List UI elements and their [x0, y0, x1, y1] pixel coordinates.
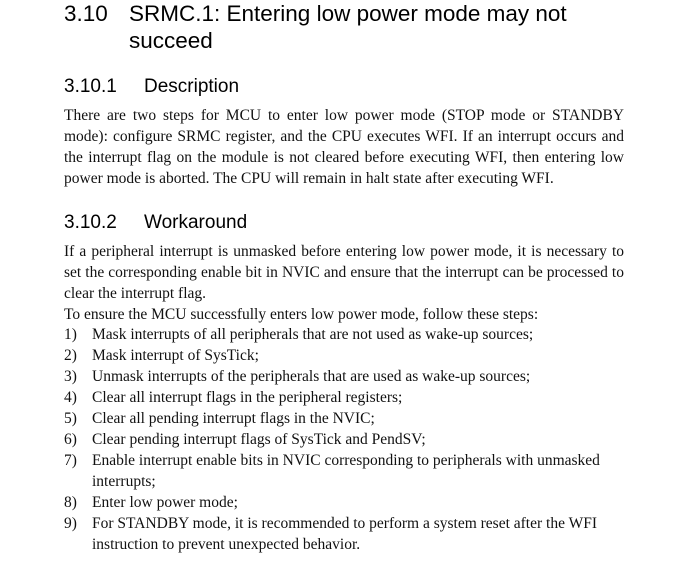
step-text: Clear pending interrupt flags of SysTick and PendSV; [92, 431, 426, 448]
step-text: Unmask interrupts of the peripherals that are used as wake-up sources; [92, 368, 531, 385]
workaround-paragraph: If a peripheral interrupt is unmasked before entering low power mode, it is necessary to set the corresponding enable bit in NVIC and ensure that the interrupt can be processed to clear the interrupt flag. [64, 243, 624, 302]
description-paragraph: There are two steps for MCU to enter low power mode (STOP mode or STANDBY mode): configure SRMC register, and the CPU executes WFI. If an interrupt occurs and the interrupt flag on the module is not cleared before executing WFI, then entering low power mode is aborted. The CPU will remain in halt state after executing WFI. [64, 107, 624, 187]
list-item [64, 387, 624, 408]
list-item [64, 324, 624, 345]
list-item [64, 513, 624, 555]
step-index: 8) [64, 494, 77, 511]
list-item [64, 366, 624, 387]
step-index: 3) [64, 368, 77, 385]
list-item [64, 429, 624, 450]
step-text: Mask interrupts of all peripherals that are not used as wake-up sources; [92, 326, 534, 343]
step-text: Mask interrupt of SysTick; [92, 347, 259, 364]
list-item [64, 492, 624, 513]
workaround-title: Workaround [144, 212, 248, 233]
workaround-heading [64, 211, 247, 235]
list-item [64, 408, 624, 429]
step-index: 4) [64, 389, 77, 406]
steps-list [64, 324, 624, 555]
description-heading [64, 75, 239, 99]
section-number: 3.10 [64, 1, 108, 26]
list-item [64, 345, 624, 366]
section-title: SRMC.1: Entering low power mode may not succeed [129, 1, 567, 53]
list-item [64, 450, 624, 492]
step-text: Enter low power mode; [92, 494, 238, 511]
workaround-number: 3.10.2 [64, 212, 117, 233]
step-index: 9) [64, 515, 77, 532]
step-index: 2) [64, 347, 77, 364]
step-index: 6) [64, 431, 77, 448]
description-title: Description [144, 76, 240, 97]
step-text: Clear all interrupt flags in the peripheral registers; [92, 389, 403, 406]
description-number: 3.10.1 [64, 76, 117, 97]
step-index: 5) [64, 410, 77, 427]
workaround-intro: To ensure the MCU successfully enters low power mode, follow these steps: [64, 306, 539, 323]
step-text: Clear all pending interrupt flags in the NVIC; [92, 410, 375, 427]
step-index: 1) [64, 326, 77, 343]
step-index: 7) [64, 452, 77, 469]
step-text: For STANDBY mode, it is recommended to perform a system reset after the WFI instruction to prevent unexpected behavior. [92, 515, 597, 553]
step-text: Enable interrupt enable bits in NVIC corresponding to peripherals with unmasked interrupts; [92, 452, 600, 490]
